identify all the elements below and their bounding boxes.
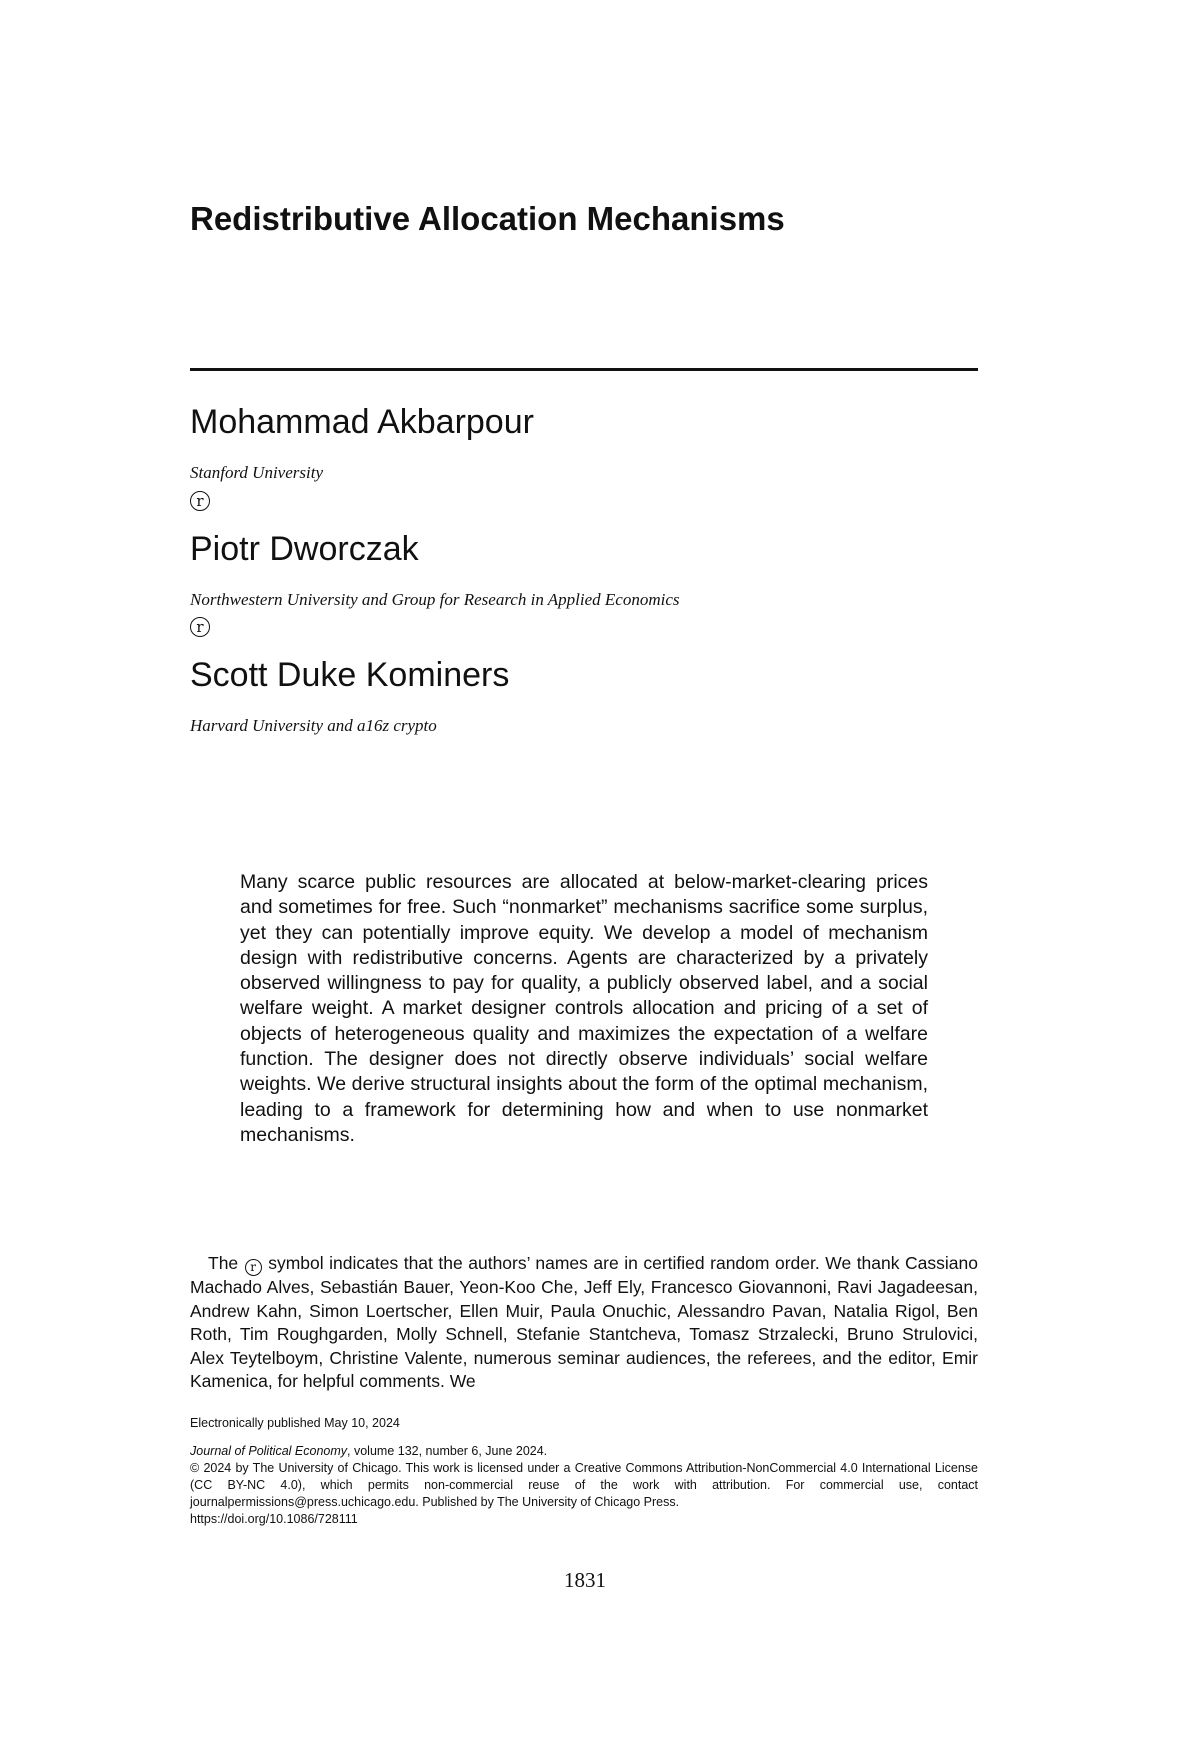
license-notice: © 2024 by The University of Chicago. This work is licensed under a Creative Commons Attribution-NonCommercial 4.0 International License (CC BY-NC 4.0), which permits non-commercial reuse of the work with attribution. For commercial use, contact journalpermissions@press.uchicago.edu. Published by The University of Chicago Press. (190, 1461, 978, 1509)
electronic-publication-date: Electronically published May 10, 2024 (190, 1416, 400, 1430)
page-number: 1831 (564, 1568, 606, 1592)
author-affiliation-3: Harvard University and a16z crypto (190, 716, 437, 735)
author-name-2: Piotr Dworczak (190, 530, 419, 568)
random-order-symbol-icon: r (190, 617, 210, 637)
acknowledgment-footnote (190, 1252, 978, 1394)
publication-info (190, 1443, 978, 1528)
paper-title: Redistributive Allocation Mechanisms (190, 200, 785, 237)
author-name-3: Scott Duke Kominers (190, 656, 510, 694)
author-affiliation-1: Stanford University (190, 463, 323, 482)
journal-citation (190, 1443, 978, 1460)
journal-name: Journal of Political Economy (190, 1444, 348, 1458)
title-rule (190, 368, 978, 371)
journal-volume: , volume 132, number 6, June 2024. (347, 1444, 548, 1458)
footnote-text: symbol indicates that the authors’ names are in certified random order. We thank Cassiano Machado Alves, Sebastián Bauer, Yeon-Koo Che, Jeff Ely, Francesco Giovannoni, Ravi Jagadeesan, Andrew Kahn, Simon Loertscher, Ellen Muir, Paula Onuchic, Alessandro Pavan, Natalia Rigol, Ben Roth, Tim Roughgarden, Molly Schnell, Stefanie Stantcheva, Tomasz Strzalecki, Bruno Strulovici, Alex Teytelboym, Christine Valente, numerous seminar audiences, the referees, and the editor, Emir Kamenica, for helpful comments. We (190, 1253, 978, 1391)
abstract: Many scarce public resources are allocated at below-market-clearing prices and sometimes for free. Such “nonmarket” mechanisms sacrifice some surplus, yet they can potentially improve equity. We develop a model of mechanism design with redistributive concerns. Agents are characterized by a privately observed willingness to pay for quality, a publicly observed label, and a social welfare weight. A market designer controls allocation and pricing of a set of objects of heterogeneous quality and maximizes the expectation of a welfare function. The designer does not directly observe individuals’ social welfare weights. We derive structural insights about the form of the optimal mechanism, leading to a framework for determining how and when to use nonmarket mechanisms. (240, 871, 928, 1146)
author-affiliation-2: Northwestern University and Group for Research in Applied Economics (190, 590, 680, 609)
footnote-prefix: The (208, 1253, 239, 1273)
random-order-symbol-icon: r (245, 1259, 262, 1276)
random-order-symbol-icon: r (190, 491, 210, 511)
doi-link[interactable]: https://doi.org/10.1086/728111 (190, 1512, 358, 1526)
author-name-1: Mohammad Akbarpour (190, 403, 534, 441)
